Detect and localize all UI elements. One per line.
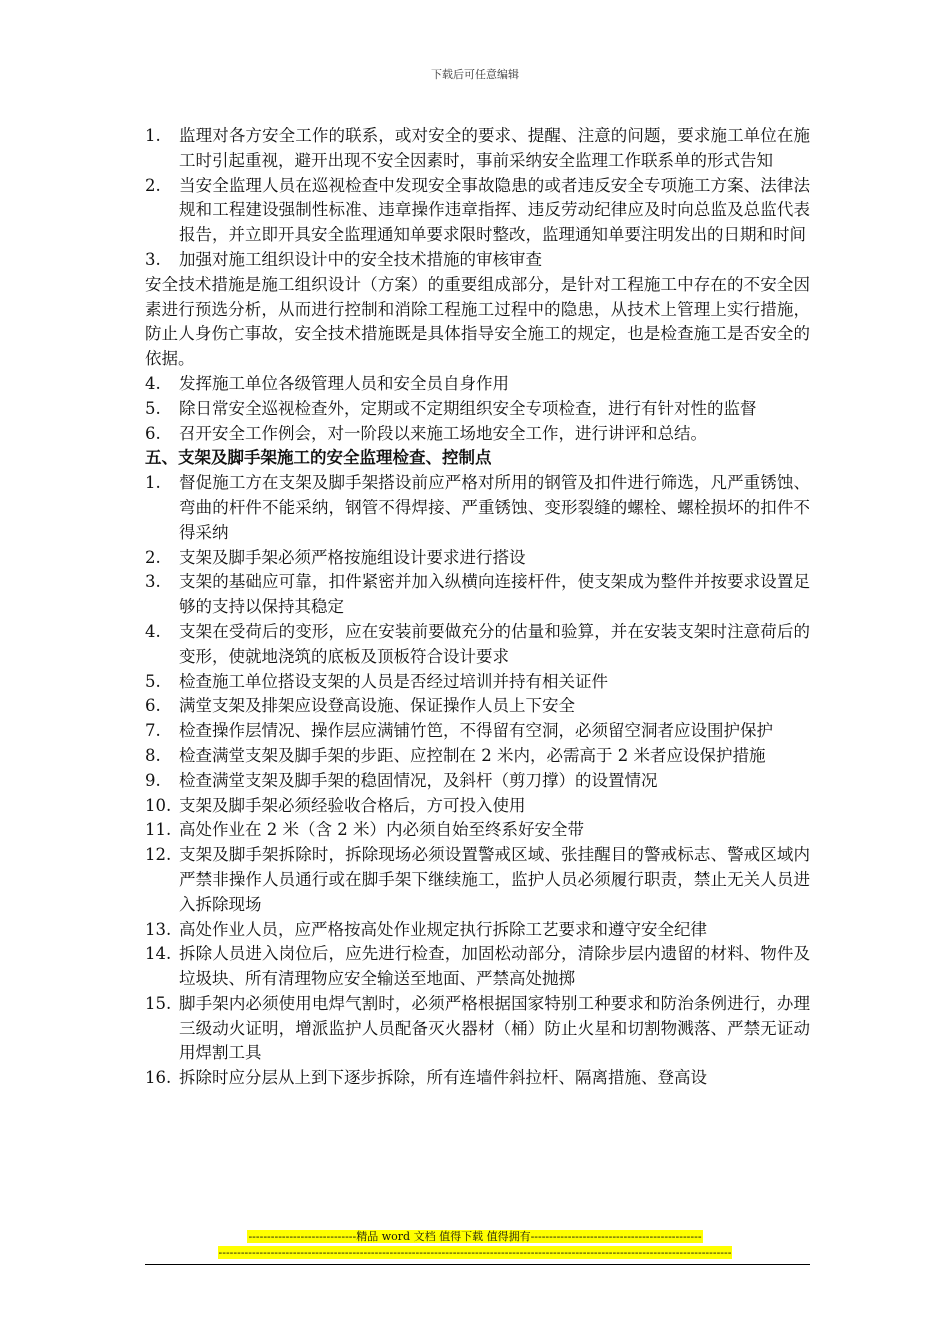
list-item-text: 召开安全工作例会，对一阶段以来施工场地安全工作，进行讲评和总结。 [179,423,707,443]
list-item [145,397,810,422]
list-item [145,248,810,273]
list-item [145,694,810,719]
list-item-number: 7. [145,721,161,741]
list-item [145,744,810,769]
list-item-number: 4. [145,621,161,641]
list-item [145,818,810,843]
list-item-number: 12. [145,845,172,865]
list-item [145,124,810,174]
list-item-number: 5. [145,671,161,691]
list-item-text: 检查施工单位搭设支架的人员是否经过培训并持有相关证件 [179,671,608,691]
list-item-number: 6. [145,696,161,716]
list-item-text: 支架及脚手架拆除时，拆除现场必须设置警戒区域、张挂醒目的警戒标志、警戒区域内严禁非操作人员通行或在脚手架下继续施工，监护人员必须履行职责，禁止无关人员进入拆除现场 [179,845,810,914]
list-item-number: 16. [145,1068,172,1088]
list-item-number: 11. [145,820,172,840]
list-item-number: 9. [145,770,161,790]
list-item-number: 8. [145,745,161,765]
list-item-text: 拆除时应分层从上到下逐步拆除，所有连墙件斜拉杆、隔离措施、登高设 [179,1068,707,1088]
list-item-number: 2. [145,547,161,567]
list-item-text: 支架在受荷后的变形，应在安装前要做充分的估量和验算，并在安装支架时注意荷后的变形，使就地浇筑的底板及顶板符合设计要求 [179,621,810,666]
list-item [145,992,810,1066]
list-item [145,942,810,992]
list-item [145,1066,810,1091]
list-item [145,620,810,670]
list-item [145,918,810,943]
list-item-text: 脚手架内必须使用电焊气割时，必须严格根据国家特别工种要求和防治条例进行，办理三级动火证明，增派监护人员配备灭火器材（桶）防止火星和切割物溅落、严禁无证动用焊割工具 [179,993,810,1063]
list-item-number: 10. [145,795,172,815]
footer-rule [145,1264,810,1265]
list-item-text: 支架及脚手架必须严格按施组设计要求进行搭设 [179,547,526,567]
list-item-text: 发挥施工单位各级管理人员和安全员自身作用 [179,373,509,393]
list-item-text: 支架及脚手架必须经验收合格后，方可投入使用 [179,795,526,815]
section-heading: 五、支架及脚手架施工的安全监理检查、控制点 [145,448,492,468]
list-item-text: 高处作业人员，应严格按高处作业规定执行拆除工艺要求和遵守安全纪律 [179,919,707,939]
list-item-text: 支架的基础应可靠，扣件紧密并加入纵横向连接杆件，使支架成为整件并按要求设置足够的支持以保持其稳定 [179,572,810,617]
list-item [145,769,810,794]
list-item-number: 2. [145,175,161,195]
list-item-text: 检查满堂支架及脚手架的步距、应控制在 2 米内，必需高于 2 米者应设保护措施 [179,745,766,765]
footer-banner-line-1: -----------------------------精品 word 文档 值得下载 值得拥有---------------------------------------------- [248,1230,702,1243]
footer-banner-line-2: ------------------------------------------------------------------------------------------------------------------------------------------ [218,1246,732,1259]
list-item-number: 3. [145,249,161,269]
list-item [145,670,810,695]
document-body [145,124,810,1091]
list-item [145,174,810,248]
list-item-text: 除日常安全巡视检查外，定期或不定期组织安全专项检查，进行有针对性的监督 [179,398,757,418]
list-item [145,546,810,571]
list-item [145,570,810,620]
list-item-number: 1. [145,473,161,493]
list-item-text: 检查满堂支架及脚手架的稳固情况，及斜杆（剪刀撑）的设置情况 [179,770,658,790]
list-item [145,843,810,917]
list-item-text: 加强对施工组织设计中的安全技术措施的审核审查 [179,249,542,269]
list-item [145,372,810,397]
list-item-text: 拆除人员进入岗位后，应先进行检查，加固松动部分，清除步层内遗留的材料、物件及垃圾块、所有清理物应安全输送至地面、严禁高处抛掷 [179,944,810,989]
list-item-number: 15. [145,993,172,1013]
list-item-text: 检查操作层情况、操作层应满铺竹笆，不得留有空洞，必须留空洞者应设围护保护 [179,721,773,741]
list-item [145,719,810,744]
list-item-number: 5. [145,398,161,418]
list-item-text: 高处作业在 2 米（含 2 米）内必须自始至终系好安全带 [179,820,584,840]
body-paragraph: 安全技术措施是施工组织设计（方案）的重要组成部分，是针对工程施工中存在的不安全因素进行预选分析，从而进行控制和消除工程施工过程中的隐患，从技术上管理上实行措施，防止人身伤亡事故，安全技术措施既是具体指导安全施工的规定，也是检查施工是否安全的依据。 [145,274,810,369]
list-item-number: 3. [145,572,161,592]
list-item-number: 6. [145,423,161,443]
list-item-text: 督促施工方在支架及脚手架搭设前应严格对所用的钢管及扣件进行筛选，凡严重锈蚀、弯曲的杆件不能采纳，钢管不得焊接、严重锈蚀、变形裂缝的螺栓、螺栓损坏的扣件不得采纳 [179,473,810,542]
list-item [145,471,810,545]
list-item-number: 13. [145,919,172,939]
list-item-text: 当安全监理人员在巡视检查中发现安全事故隐患的或者违反安全专项施工方案、法律法规和工程建设强制性标准、违章操作违章指挥、违反劳动纪律应及时向总监及总监代表报告，并立即开具安全监理通知单要求限时整改，监理通知单要注明发出的日期和时间 [179,175,810,245]
list-item-number: 14. [145,944,172,964]
page-footer [0,1229,950,1261]
page-header: 下载后可任意编辑 [431,68,519,81]
list-item [145,422,810,447]
list-item-number: 1. [145,126,161,145]
list-item-number: 4. [145,373,161,393]
list-item [145,794,810,819]
list-item-text: 监理对各方安全工作的联系，或对安全的要求、提醒、注意的问题，要求施工单位在施工时引起重视，避开出现不安全因素时，事前采纳安全监理工作联系单的形式告知 [179,126,810,170]
list-item-text: 满堂支架及排架应设登高设施、保证操作人员上下安全 [179,696,575,716]
